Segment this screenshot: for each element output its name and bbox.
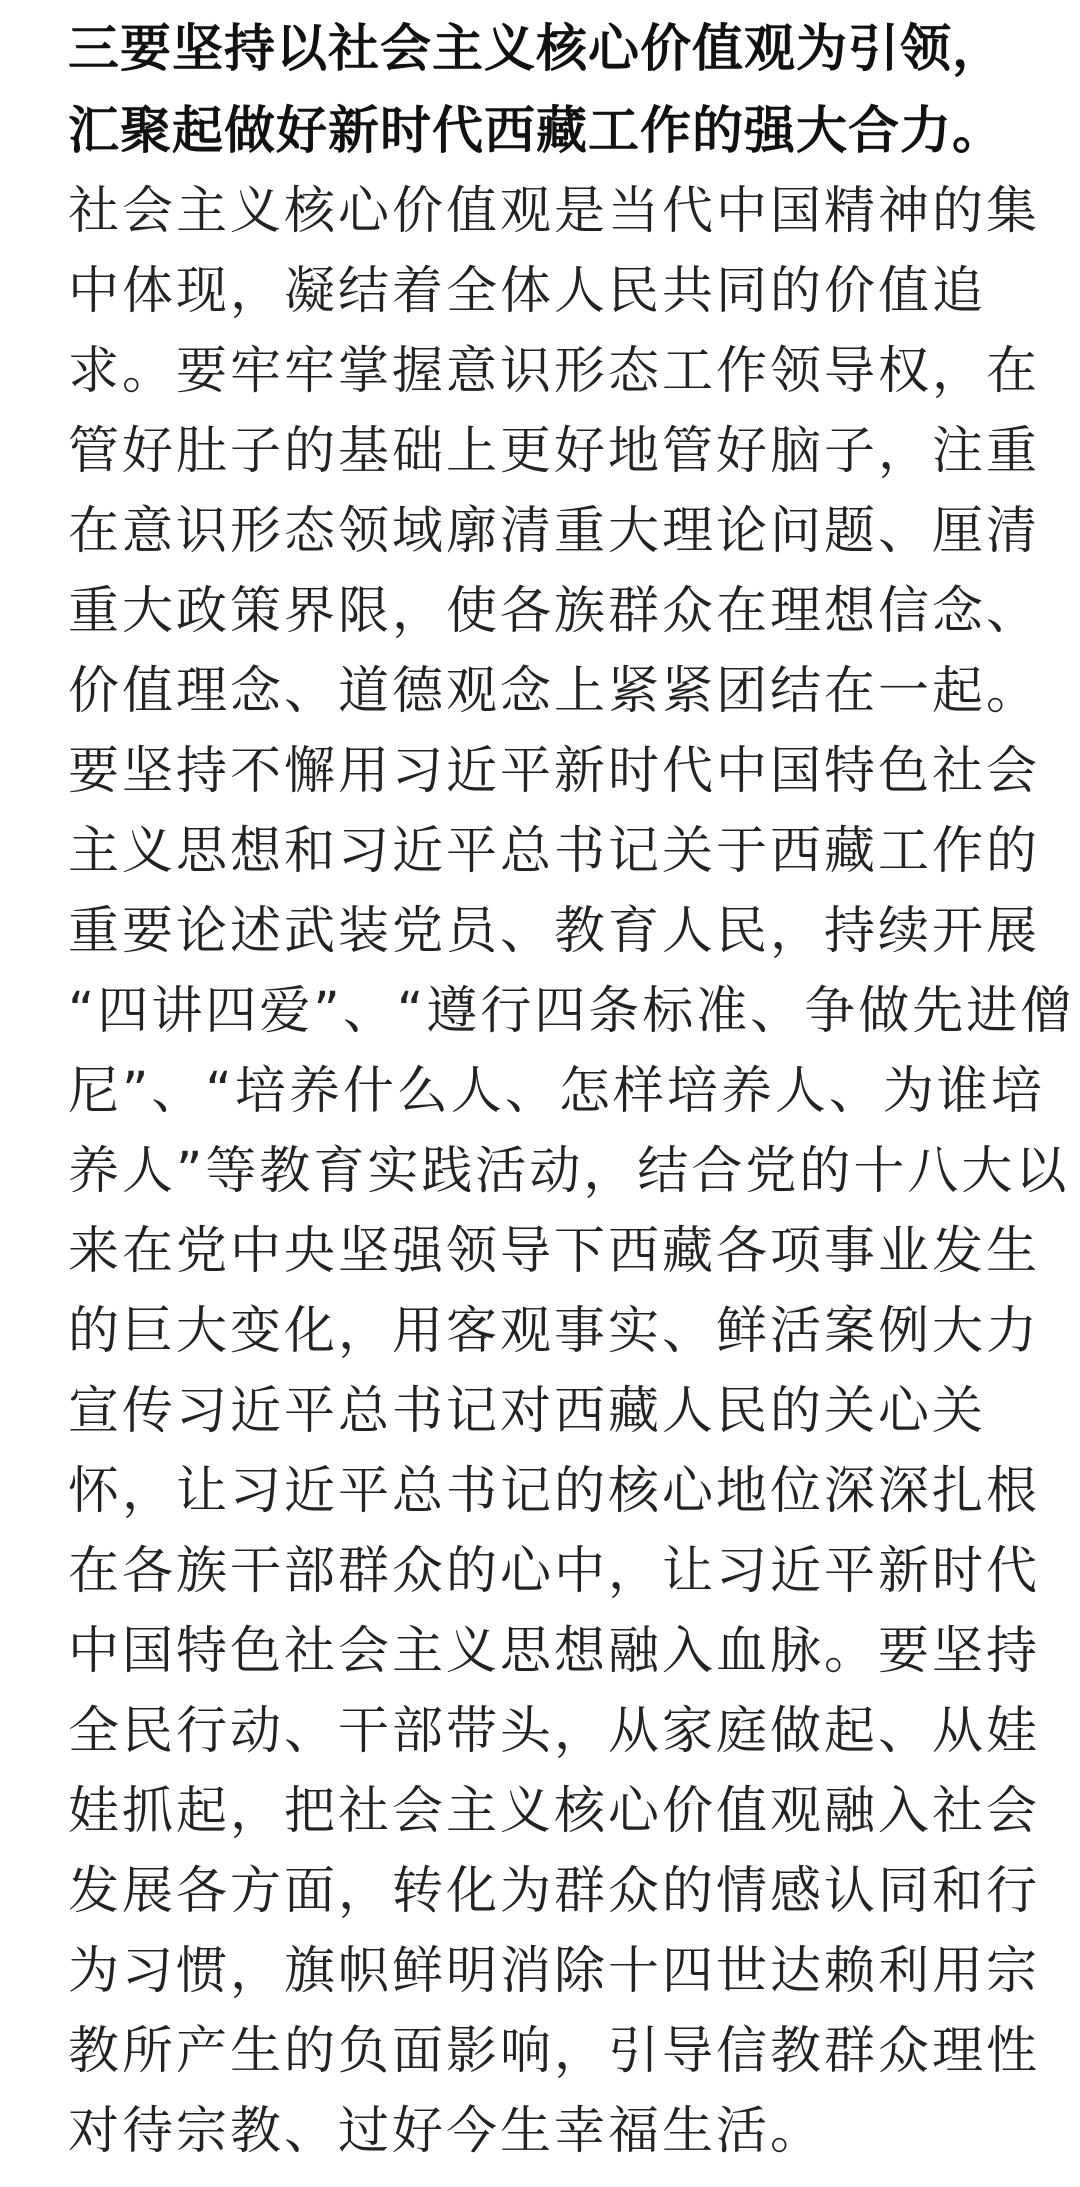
paragraph-line: 来在党中央坚强领导下西藏各项事业发生 (68, 1222, 1041, 1281)
paragraph-line: 在意识形态领域廓清重大理论问题、厘清 (68, 502, 1041, 561)
paragraph-line: “四讲四爱”、“遵行四条标准、争做先进僧 (68, 982, 1075, 1041)
paragraph-line: 怀，让习近平总书记的核心地位深深扎根 (68, 1462, 1041, 1521)
paragraph-line: 中体现，凝结着全体人民共同的价值追 (68, 262, 987, 321)
paragraph-line: 在各族干部群众的心中，让习近平新时代 (68, 1542, 1041, 1601)
heading-line: 三要坚持以社会主义核心价值观为引领， (68, 20, 1005, 79)
paragraph-line: 中国特色社会主义思想融入血脉。要坚持 (68, 1622, 1041, 1681)
paragraph-line: 求。要牢牢掌握意识形态工作领导权，在 (68, 342, 1041, 401)
paragraph-line: 要坚持不懈用习近平新时代中国特色社会 (68, 742, 1041, 801)
paragraph-line: 养人”等教育实践活动，结合党的十八大以 (68, 1142, 1070, 1201)
paragraph-line: 管好肚子的基础上更好地管好脑子，注重 (68, 422, 1041, 481)
paragraph-line: 尼”、“培养什么人、怎样培养人、为谁培 (68, 1062, 1045, 1121)
paragraph-line: 重大政策界限，使各族群众在理想信念、 (68, 582, 1041, 641)
paragraph-line: 为习惯，旗帜鲜明消除十四世达赖利用宗 (68, 1942, 1041, 2001)
paragraph-line: 对待宗教、过好今生幸福生活。 (68, 2102, 825, 2161)
paragraph-line: 主义思想和习近平总书记关于西藏工作的 (68, 822, 1041, 881)
paragraph-line: 娃抓起，把社会主义核心价值观融入社会 (68, 1782, 1041, 1841)
paragraph-line: 的巨大变化，用客观事实、鲜活案例大力 (68, 1302, 1041, 1361)
paragraph-line: 社会主义核心价值观是当代中国精神的集 (68, 182, 1041, 241)
heading-line: 汇聚起做好新时代西藏工作的强大合力。 (68, 102, 1005, 161)
paragraph-line: 宣传习近平总书记对西藏人民的关心关 (68, 1382, 987, 1441)
paragraph-line: 价值理念、道德观念上紧紧团结在一起。 (68, 662, 1041, 721)
paragraph-line: 全民行动、干部带头，从家庭做起、从娃 (68, 1702, 1041, 1761)
paragraph-line: 教所产生的负面影响，引导信教群众理性 (68, 2022, 1041, 2081)
paragraph-line: 发展各方面，转化为群众的情感认同和行 (68, 1862, 1041, 1921)
paragraph-line: 重要论述武装党员、教育人民，持续开展 (68, 902, 1041, 961)
